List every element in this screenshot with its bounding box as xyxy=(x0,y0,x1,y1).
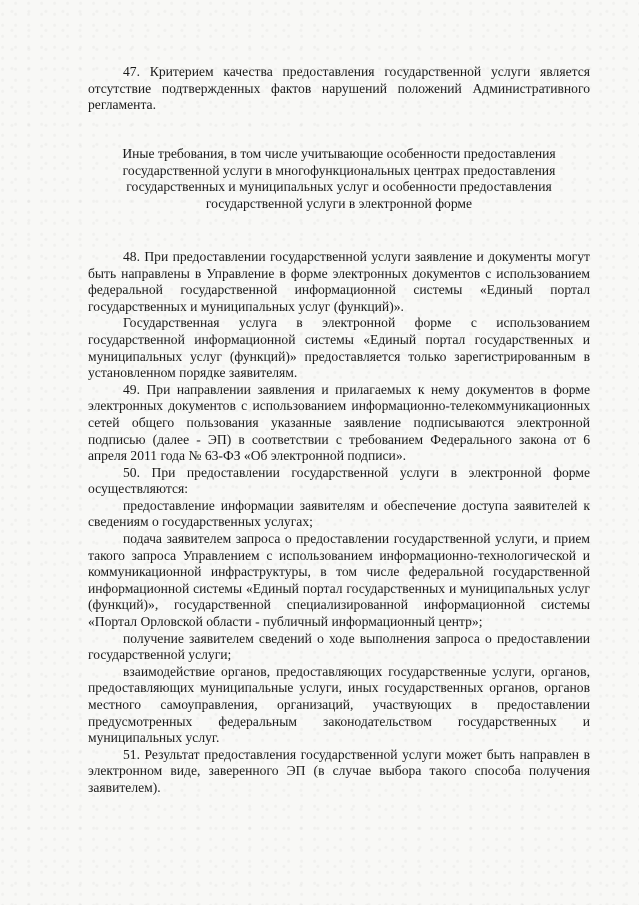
paragraph-51: 51. Результат предоставления государственной услуги может быть направлен в электронном виде, заверенного ЭП (в случае выбора такого способа получения заявителем). xyxy=(88,746,590,795)
section-heading: Иные требования, в том числе учитывающие особенности предоставления государственной услуги в многофункциональных центрах предоставления государственных и муниципальных услуг и особенности предоставления государственной услуги в электронной форме xyxy=(122,145,556,212)
paragraph-49: 49. При направлении заявления и прилагаемых к нему документов в форме электронных документов с использованием информационно-телекоммуникационных сетей общего пользования указанные заявление подписываются электронной подписью (далее - ЭП) в соответствии с требованием Федерального закона от 6 апреля 2011 года № 63-ФЗ «Об электронной подписи». xyxy=(88,381,590,464)
list-item-status: получение заявителем сведений о ходе выполнения запроса о предоставлении государственной услуги; xyxy=(88,630,590,663)
document-body xyxy=(88,64,590,797)
list-item-info: предоставление информации заявителям и обеспечение доступа заявителей к сведениям о государственных услугах; xyxy=(88,497,590,530)
paragraph-48: 48. При предоставлении государственной услуги заявление и документы могут быть направлены в Управление в форме электронных документов с использованием федеральной государственной информационной системы «Единый портал государственных и муниципальных услуг (функций)». xyxy=(88,248,590,314)
paragraph-48-continued: Государственная услуга в электронной форме с использованием государственной информационной системы «Единый портал государственных и муниципальных услуг (функций)» предоставляется только зарегистрированным в установленном порядке заявителям. xyxy=(88,315,590,381)
list-item-request: подача заявителем запроса о предоставлении государственной услуги, и прием такого запроса Управлением с использованием информационно-технологической и коммуникационной инфраструктуры, в том числе федеральной государственной информационной системы «Единый портал государственных и муниципальных услуг (функций)», государственной специализированной информационной системы «Портал Орловской области - публичный информационный центр»; xyxy=(88,531,590,630)
paragraph-50: 50. При предоставлении государственной услуги в электронной форме осуществляются: xyxy=(88,464,590,497)
list-item-interaction: взаимодействие органов, предоставляющих государственные услуги, органов, предоставляющих муниципальные услуги, иных государственных органов, органов местного самоуправления, организаций, участвующих в предоставлении предусмотренных федеральным законодательством государственных и муниципальных услуг. xyxy=(88,663,590,746)
paragraph-47: 47. Критерием качества предоставления государственной услуги является отсутствие подтвержденных фактов нарушений положений Административного регламента. xyxy=(88,64,590,113)
